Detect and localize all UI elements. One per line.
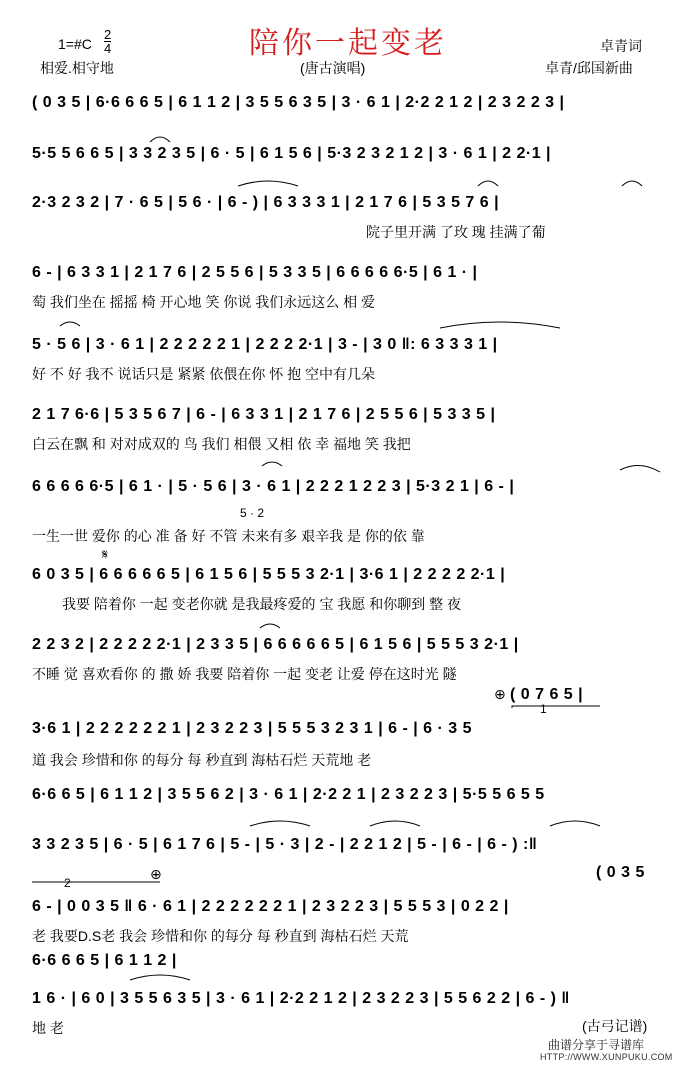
score-row-2: 5·5 5 6 6 5 | 3 3 2 3 5 | 6 · 5 | 6 1 5 6 | 5·3 2 3 2 1 2 | 3 · 6 1 | 2 2·1 | bbox=[32, 145, 552, 162]
lyric-row-8: 我要 陪着你 一起 变老你就 是我最疼爱的 宝 我愿 和你聊到 整 夜 bbox=[62, 596, 462, 612]
score-row-1: ( 0 3 5 | 6·6 6 6 5 | 6 1 1 2 | 3 5 5 6 3 5 | 3 · 6 1 | 2·2 2 1 2 | 2 3 2 2 3 | bbox=[32, 94, 565, 111]
key-note: #C bbox=[73, 36, 92, 52]
song-title: 陪你一起变老 bbox=[249, 26, 447, 61]
lyric-row-6: 白云在飘 和 对对成双的 鸟 我们 相偎 又相 依 幸 福地 笑 我把 bbox=[32, 436, 411, 452]
bracket-2-label: 2 bbox=[64, 876, 71, 890]
score-row-3: 2·3 2 3 2 | 7 · 6 5 | 5 6 · | 6 - ) | 6 3 3 3 1 | 2 1 7 6 | 5 3 5 7 6 | bbox=[32, 194, 500, 211]
slur-2 bbox=[238, 181, 298, 186]
lyricist: 卓青词 bbox=[600, 38, 642, 54]
coda-mark-2: ⊕ bbox=[150, 866, 162, 882]
key-prefix: 1= bbox=[58, 36, 74, 52]
score-row-9: 2 2 3 2 | 2 2 2 2 2·1 | 2 3 3 5 | 6 6 6 6 6 5 | 6 1 5 6 | 5 5 5 3 2·1 | bbox=[32, 636, 519, 653]
alt-phrase-row: 6·6 6 6 5 | 6 1 1 2 | bbox=[32, 952, 177, 969]
score-row-14: 1 6 · | 6 0 | 3 5 5 6 3 5 | 3 · 6 1 | 2·2 2 1 2 | 2 3 2 2 3 | 5 5 6 2 2 | 6 - ) ‖ bbox=[32, 990, 570, 1007]
score-row-8: 6 0 3 5 | 6 6 6 6 6 5 | 6 1 5 6 | 5 5 5 3 2·1 | 3·6 1 | 2 2 2 2 2·1 | bbox=[32, 566, 506, 583]
score-row-13: 6 - | 0 0 3 5 ‖ 6 · 6 1 | 2 2 2 2 2 2 1 | 2 3 2 2 3 | 5 5 5 3 | 0 2 2 | bbox=[32, 898, 509, 915]
slur-3 bbox=[478, 181, 498, 186]
slur-11 bbox=[370, 821, 420, 826]
slur-8 bbox=[262, 462, 282, 466]
lyric-row-14: 地 老 bbox=[32, 1020, 64, 1036]
slur-10 bbox=[250, 821, 310, 826]
slur-6 bbox=[440, 322, 560, 328]
source-credit: (古弓记谱) bbox=[582, 1018, 648, 1034]
time-bottom: 4 bbox=[104, 41, 112, 56]
bracket-1 bbox=[512, 706, 600, 708]
lyric-row-9: 不睡 觉 喜欢看你 的 撒 娇 我要 陪着你 一起 变老 让爱 停在这时光 隧 bbox=[32, 666, 457, 682]
singer: (唐古演唱) bbox=[300, 60, 366, 76]
volta-label: 5 · 2 bbox=[240, 506, 265, 520]
score-row-12: 3 3 2 3 5 | 6 · 5 | 6 1 7 6 | 5 - | 5 · 3 | 2 - | 2 2 1 2 | 5 - | 6 - | 6 - ) :‖ bbox=[32, 836, 538, 853]
subtitle-left: 相爱.相守地 bbox=[40, 60, 114, 76]
score-row-10: 3·6 1 | 2 2 2 2 2 2 1 | 2 3 2 2 3 | 5 5 5 3 2 3 1 | 6 - | 6 · 3 5 bbox=[32, 720, 473, 737]
slur-13 bbox=[130, 975, 190, 980]
slur-12 bbox=[550, 821, 600, 826]
slur-9 bbox=[260, 624, 280, 628]
score-row-6: 2 1 7 6·6 | 5 3 5 6 7 | 6 - | 6 3 3 1 | 2 1 7 6 | 2 5 5 6 | 5 3 3 5 | bbox=[32, 406, 496, 423]
watermark-url: HTTP://WWW.XUNPUKU.COM bbox=[540, 1052, 673, 1062]
slur-7 bbox=[620, 465, 660, 472]
time-top: 2 bbox=[104, 27, 112, 42]
lyric-row-10: 道 我会 珍惜和你 的每分 每 秒直到 海枯石烂 天荒地 老 bbox=[32, 752, 372, 768]
coda-mark: ⊕ bbox=[494, 686, 506, 702]
composer: 卓青/邱国新曲 bbox=[545, 60, 633, 76]
lyric-row-4: 萄 我们坐在 摇摇 椅 开心地 笑 你说 我们永远这么 相 爱 bbox=[32, 294, 376, 310]
intro-row-10: ( 0 7 6 5 | bbox=[510, 686, 584, 703]
score-row-11: 6·6 6 5 | 6 1 1 2 | 3 5 5 6 2 | 3 · 6 1 | 2·2 2 1 | 2 3 2 2 3 | 5·5 5 6 5 5 bbox=[32, 786, 545, 803]
score-row-5: 5 · 5 6 | 3 · 6 1 | 2 2 2 2 2 1 | 2 2 2 2·1 | 3 - | 3 0 ‖: 6 3 3 3 1 | bbox=[32, 336, 498, 353]
watermark-text: 曲谱分享于寻谱库 bbox=[548, 1038, 645, 1052]
bracket-1-label: 1 bbox=[540, 702, 547, 716]
slur-5 bbox=[60, 322, 80, 326]
lyric-row-7: 一生一世 爱你 的心 准 备 好 不管 未来有多 艰辛我 是 你的依 靠 bbox=[32, 528, 425, 544]
lyric-row-13: 老 我要D.S老 我会 珍惜和你 的每分 每 秒直到 海枯石烂 天荒 bbox=[32, 928, 409, 944]
score-row-4: 6 - | 6 3 3 1 | 2 1 7 6 | 2 5 5 6 | 5 3 3 5 | 6 6 6 6 6·5 | 6 1 · | bbox=[32, 264, 478, 281]
segno-mark: 𝄋 bbox=[102, 546, 109, 562]
score-row-7: 6 6 6 6 6·5 | 6 1 · | 5 · 5 6 | 3 · 6 1 | 2 2 2 1 2 2 3 | 5·3 2 1 | 6 - | bbox=[32, 478, 515, 495]
slur-4 bbox=[622, 181, 642, 186]
lyric-row-3: 院子里开满 了玫 瑰 挂满了葡 bbox=[366, 224, 546, 240]
slur-1 bbox=[150, 137, 170, 142]
lyric-row-5: 好 不 好 我不 说话只是 紧紧 依偎在你 怀 抱 空中有几朵 bbox=[32, 366, 376, 382]
intro-row-12: ( 0 3 5 bbox=[596, 864, 645, 881]
